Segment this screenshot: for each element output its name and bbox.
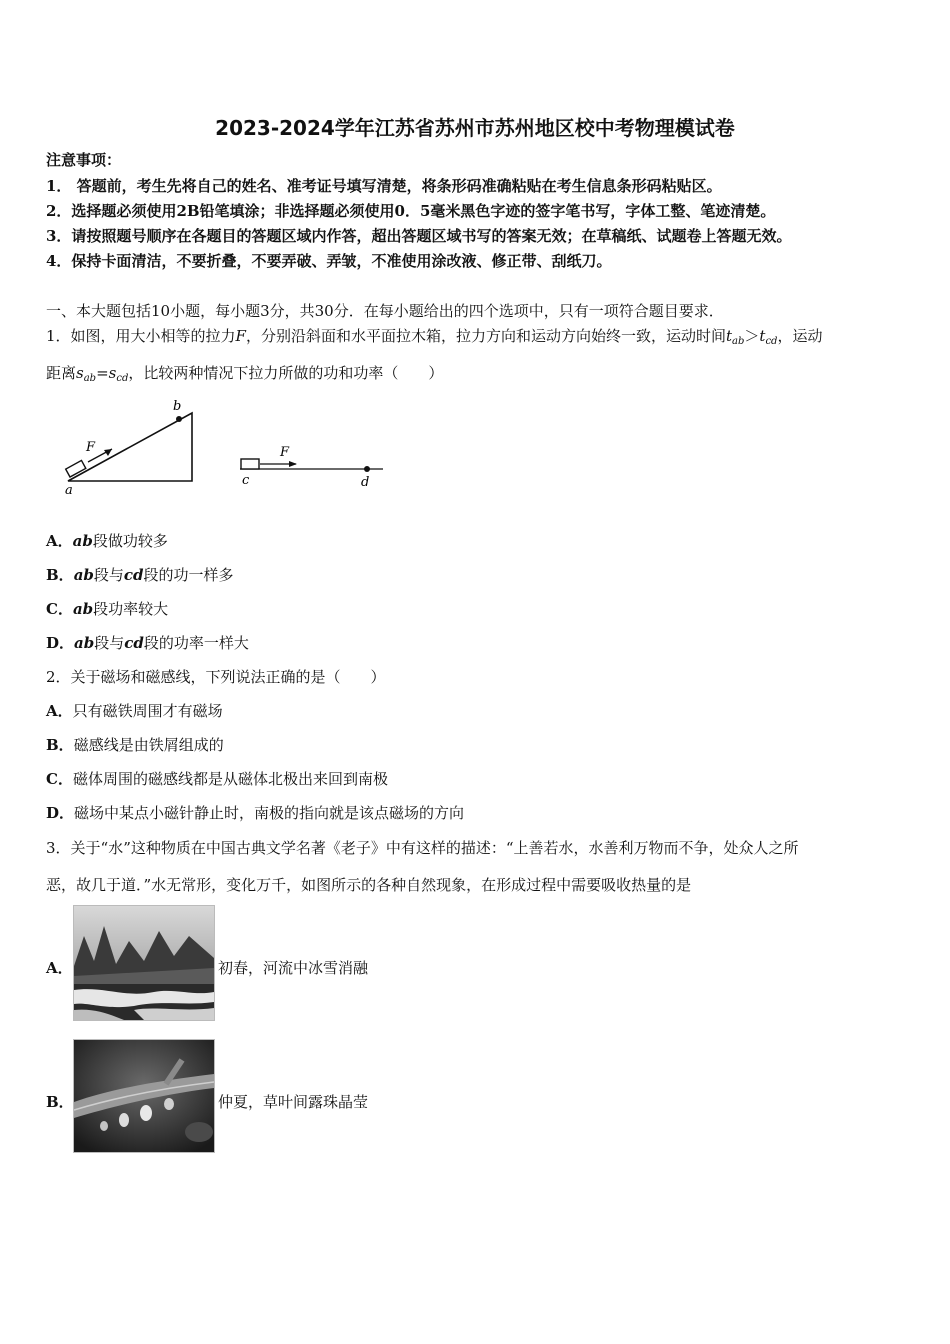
q3-option-a-text[interactable]: 初春，河流中冰雪消融 — [218, 959, 369, 977]
notice-heading: 注意事项： — [46, 151, 122, 169]
label-d: d — [361, 475, 370, 490]
notice-item: 3．请按照题号顺序在各题目的答题区域内作答，超出答题区域书写的答案无效；在草稿纸、试题卷上答题无效。 — [46, 227, 792, 245]
melting-ice-photo — [73, 905, 215, 1021]
q2-option-a[interactable]: A．只有磁铁周围才有磁场 — [46, 702, 223, 720]
page-title: 2023-2024学年江苏省苏州市苏州地区校中考物理模试卷 — [215, 116, 735, 140]
q1-stem-line1: 1．如图，用大小相等的拉力F，分别沿斜面和水平面拉木箱，拉力方向和运动方向始终一致，运动时间$t_{ab}>t_{cd}$，运动 — [46, 327, 823, 347]
q2-option-b[interactable]: B．磁感线是由铁屑组成的 — [46, 736, 224, 754]
point-b — [176, 416, 182, 422]
notice-item: 4．保持卡面清洁，不要折叠，不要弄破、弄皱，不准使用涂改液、修正带、刮纸刀。 — [46, 252, 612, 270]
q3-option-a-label[interactable]: A． — [46, 959, 73, 977]
section-heading: 一、本大题包括10小题，每小题3分，共30分．在每小题给出的四个选项中，只有一项符合题目要求． — [46, 302, 724, 320]
q1-stem-line2: 距离$s_{ab}=s_{cd}$，比较两种情况下拉力所做的功和功率（ ） — [46, 364, 444, 384]
label-c: c — [242, 473, 250, 488]
q2-stem: 2．关于磁场和磁感线，下列说法正确的是（ ） — [46, 668, 386, 686]
box-on-incline — [66, 460, 86, 477]
label-F-horizontal: F — [280, 445, 290, 460]
q2-option-d[interactable]: D．磁场中某点小磁针静止时，南极的指向就是该点磁场的方向 — [46, 804, 465, 822]
box-horizontal — [241, 459, 259, 469]
label-b: b — [173, 399, 182, 414]
dew-drops-photo — [73, 1039, 215, 1153]
label-F-incline: F — [86, 440, 96, 455]
point-d — [364, 466, 370, 472]
q3-stem-line2: 恶，故几于道．”水无常形，变化万千，如图所示的各种自然现象，在形成过程中需要吸收热量的是 — [46, 876, 692, 894]
notice-item: 2．选择题必须使用2B铅笔填涂；非选择题必须使用0．5毫米黑色字迹的签字笔书写，字体工整、笔迹清楚。 — [46, 202, 776, 220]
q2-option-c[interactable]: C．磁体周围的磁感线都是从磁体北极出来回到南极 — [46, 770, 388, 788]
q1-option-c[interactable]: C．ab段功率较大 — [46, 600, 169, 618]
notice-item: 1． 答题前，考生先将自己的姓名、准考证号填写清楚，将条形码准确粘贴在考生信息条形码粘贴区。 — [46, 177, 722, 195]
q3-option-b-label[interactable]: B． — [46, 1093, 74, 1111]
q3-option-b-text[interactable]: 仲夏，草叶间露珠晶莹 — [218, 1093, 369, 1111]
q3-stem-line1: 3．关于“水”这种物质在中国古典文学名著《老子》中有这样的描述：“上善若水，水善利万物而不争，处众人之所 — [46, 839, 799, 857]
q1-option-b[interactable]: B．ab段与cd段的功一样多 — [46, 566, 234, 584]
q1-option-d[interactable]: D．ab段与cd段的功率一样大 — [46, 634, 249, 652]
label-a: a — [65, 483, 73, 498]
q1-figure — [40, 395, 400, 500]
q1-option-a[interactable]: A．ab段做功较多 — [46, 532, 168, 550]
